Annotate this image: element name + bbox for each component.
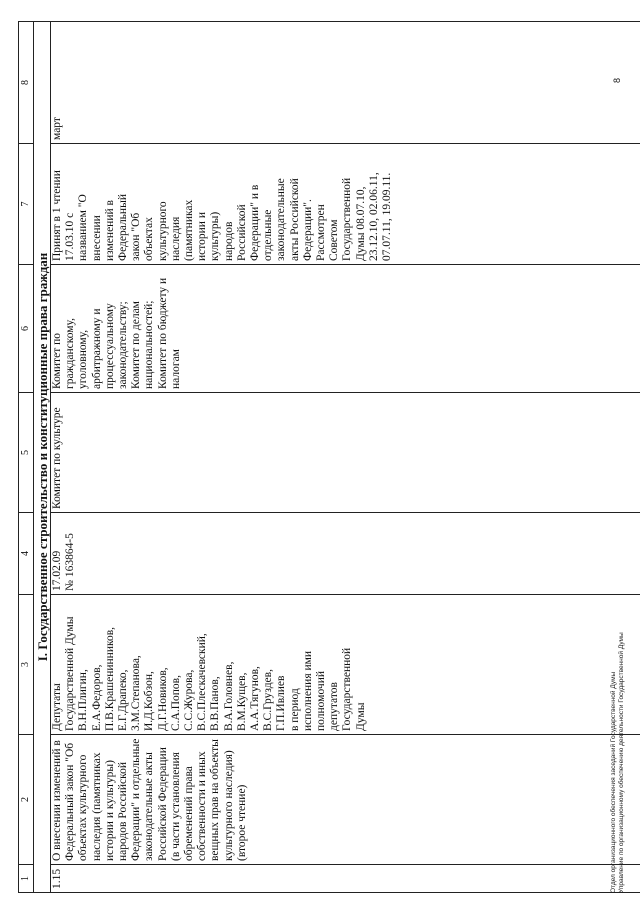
bill-number: № 163864-5: [64, 533, 77, 591]
bill-registration: [51, 513, 640, 595]
footer-directorate: Управление по организационному обеспечению деятельности Государственной Думы: [618, 632, 625, 893]
column-header: 1: [19, 865, 34, 893]
co-executor-committees: Комитет по гражданскому, уголовному, арбитражному и процессуальному законодательству; Комитет по делам национальностей; Комитет по бюджету и налогам: [51, 265, 640, 393]
responsible-committee: Комитет по культуре: [51, 393, 640, 513]
column-header: 8: [19, 22, 34, 144]
column-header: 5: [19, 393, 34, 513]
section-title: I. Государственное строительство и конституционные права граждан: [34, 22, 51, 893]
planned-month: март: [51, 22, 640, 144]
bills-table: [18, 21, 640, 893]
column-header: 7: [19, 144, 34, 265]
bill-title: О внесении изменений в Федеральный закон "Об объектах культурного наследия (памятниках истории и культуры) народов Российской Федерации" и отдельные законодательные акты Российской Федерации (в части установления обременений права собственности и иных вещных прав на объекты культурного наследия) (второе чтение): [51, 735, 640, 865]
column-header-row: [19, 22, 34, 893]
footer-department: Отдел организационного обеспечения заседаний Государственной Думы: [610, 671, 617, 893]
bill-status: Принят в 1 чтении 17.03.10 с названием "О внесении изменений в Федеральный закон "Об объектах культурного наследия (памятниках истории и культуры) народов Российской Федерации" и в отдельные законодательные акты Российской Федерации". Рассмотрен Советом Государственной Думы 08.07.10, 23.12.10, 02.06.11, 07.07.11, 19.09.11.: [51, 144, 640, 265]
row-number: 1.15: [51, 865, 640, 893]
page-number: 8: [612, 77, 622, 83]
column-header: 4: [19, 513, 34, 595]
bill-date: 17.02.09: [51, 550, 63, 591]
section-row: [34, 22, 51, 893]
bill-authors: Депутаты Государственной Думы В.Н.Плигин, Е.А.Федоров, П.В.Крашенинников, Е.Г.Драпеко, З.М.Степанова, И.Д.Кобзон, Д.Г.Новиков, С.А.Попов, С.С.Журова, В.С.Плескачевский, В.В.Панов, В.А.Головнев, В.М.Кущев, А.А.Тягунов, В.С.Груздев, Г.П.Ивлиев в период исполнения ими полномочий депутатов Государственной Думы: [51, 595, 640, 735]
column-header: 6: [19, 265, 34, 393]
column-header: 2: [19, 735, 34, 865]
table-row: [51, 22, 640, 893]
footer: [610, 632, 626, 893]
column-header: 3: [19, 595, 34, 735]
